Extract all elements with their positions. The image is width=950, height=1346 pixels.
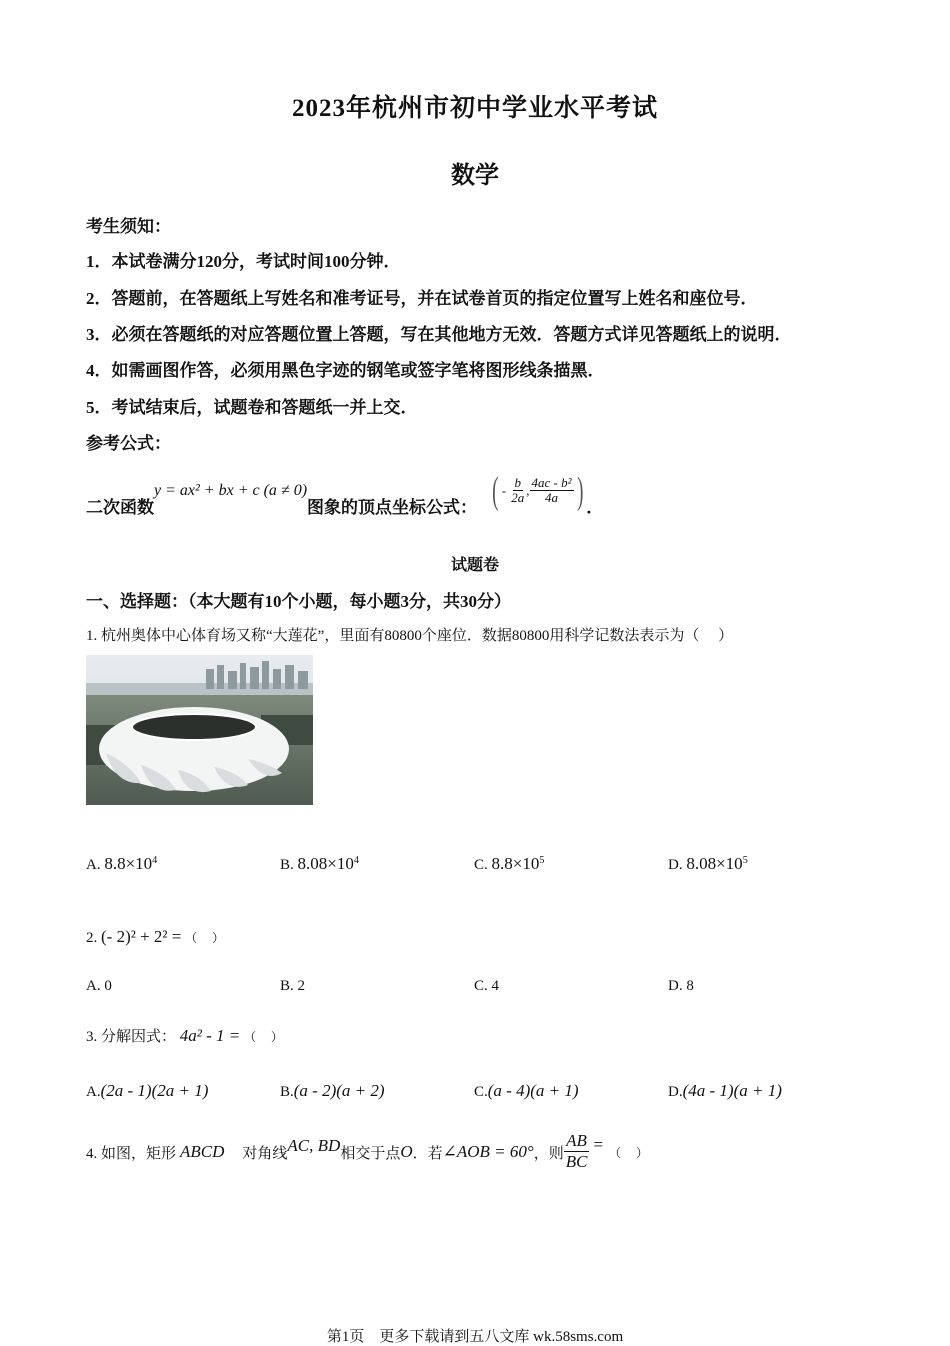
vertex-x-numerator: b: [514, 474, 522, 490]
rectangle-name: ABCD: [180, 1142, 225, 1161]
question-3-prefix: 3. 分解因式：: [86, 1029, 177, 1045]
quadratic-function: y = ax² + bx + c (a ≠ 0): [154, 482, 308, 499]
ratio-denominator: BC: [565, 1152, 588, 1172]
option-label: B.: [280, 1084, 294, 1100]
option-label: D.: [668, 857, 683, 873]
option-label: C.: [474, 1084, 488, 1100]
vertex-y-denominator: 4a: [545, 490, 559, 506]
option-value: (2a - 1)(2a + 1): [100, 1081, 209, 1100]
option-exponent: 5: [742, 855, 748, 866]
option-value: (a - 2)(a + 2): [293, 1081, 385, 1100]
ratio-fraction: [564, 1132, 590, 1171]
page-footer: 第1页 更多下载请到五八文库 wk.58sms.com: [326, 1329, 624, 1345]
question-2: [86, 918, 224, 947]
notice-item-2: 2．答题前，在答题纸上写姓名和准考证号，并在试卷首页的指定位置写上姓名和座位号．: [86, 289, 758, 308]
question-2-expression: (- 2)² + 2² =: [101, 927, 182, 946]
stadium-photo: [86, 655, 313, 805]
q3-option-b[interactable]: [280, 1072, 385, 1101]
notice-heading: 考生须知：: [86, 217, 171, 236]
question-2-number: 2.: [86, 930, 98, 946]
q1-option-b[interactable]: [280, 845, 359, 874]
answer-blank: （ ）: [185, 931, 225, 945]
q2-option-b[interactable]: B. 2: [280, 978, 306, 994]
notice-item-3: 3．必须在答题纸的对应答题位置上答题，写在其他地方无效．答题方式详见答题纸上的说明．: [86, 325, 792, 344]
exam-title: 2023年杭州市初中学业水平考试: [291, 95, 658, 122]
option-value: (a - 4)(a + 1): [487, 1081, 579, 1100]
option-exponent: 4: [152, 855, 158, 866]
q1-option-d[interactable]: [668, 845, 748, 874]
vertex-x-denominator: 2a: [511, 490, 525, 506]
q3-option-a[interactable]: [86, 1072, 208, 1101]
question-3: [86, 1013, 283, 1046]
q2-option-c[interactable]: C. 4: [474, 978, 500, 994]
question-4: [86, 1128, 648, 1176]
question-3-expression: 4a² - 1 =: [179, 1026, 241, 1045]
notice-item-4: 4．如需画图作答，必须用黑色字迹的钢笔或签字笔将图形线条描黑．: [86, 361, 605, 380]
q3-option-c[interactable]: [474, 1072, 579, 1101]
answer-blank: （ ）: [609, 1145, 649, 1160]
section-label: 试题卷: [450, 557, 499, 574]
q3-option-d[interactable]: [668, 1072, 782, 1101]
option-exponent: 5: [539, 855, 545, 866]
question-4-mid3: ．若: [412, 1145, 443, 1162]
option-label: A.: [86, 1084, 101, 1100]
option-value: 8.08×10: [686, 854, 743, 873]
option-label: B.: [280, 857, 294, 873]
formula-prefix: 二次函数: [86, 497, 154, 517]
diagonals: AC, BD: [287, 1136, 341, 1155]
option-value: 8.8×10: [491, 854, 540, 873]
q1-option-c[interactable]: [474, 845, 544, 874]
equals-sign: =: [593, 1135, 604, 1154]
question-4-mid2: 相交于点: [340, 1145, 401, 1162]
lotus-stadium-illustration: [86, 655, 313, 805]
angle-condition: ∠AOB = 60°: [442, 1142, 534, 1161]
formula-heading: 参考公式：: [86, 434, 171, 453]
vertex-formula: ( - $\frac{b}{2a}$ , $\frac{\text{4ac - b²}}{4a}$ ): [492, 470, 584, 512]
question-1-text: 1. 杭州奥体中心体育场又称“大莲花”，里面有80800个座位．数据80800用科学记数法表示为（ ）: [86, 628, 734, 644]
q2-option-a[interactable]: A. 0: [86, 978, 112, 994]
answer-blank: （ ）: [244, 1030, 284, 1044]
vertex-y-numerator: 4ac - b²: [531, 474, 572, 490]
formula-line: [86, 463, 603, 519]
option-label: C.: [474, 857, 488, 873]
formula-suffix: ．: [586, 497, 604, 517]
option-value: (4a - 1)(a + 1): [682, 1081, 782, 1100]
part1-heading: 一、选择题：（本大题有10个小题，每小题3分，共30分）: [86, 592, 511, 611]
option-value: 8.08×10: [297, 854, 354, 873]
formula-middle: 图象的顶点坐标公式：: [307, 497, 478, 517]
q1-option-a[interactable]: [86, 845, 157, 874]
option-exponent: 4: [353, 855, 359, 866]
question-4-mid1: 对角线: [242, 1145, 288, 1162]
exam-subject: 数学: [451, 163, 499, 189]
notice-item-5: 5．考试结束后，试题卷和答题纸一并上交．: [86, 398, 418, 417]
q2-option-d[interactable]: D. 8: [668, 978, 694, 994]
question-4-mid4: ，则: [533, 1145, 564, 1162]
ratio-numerator: AB: [566, 1131, 587, 1151]
intersection-point: O: [400, 1142, 413, 1161]
option-label: D.: [668, 1084, 683, 1100]
option-value: 8.8×10: [104, 854, 153, 873]
question-4-prefix: 4. 如图，矩形: [86, 1145, 177, 1162]
option-label: A.: [86, 857, 101, 873]
notice-item-1: 1．本试卷满分120分，考试时间100分钟．: [86, 252, 401, 271]
